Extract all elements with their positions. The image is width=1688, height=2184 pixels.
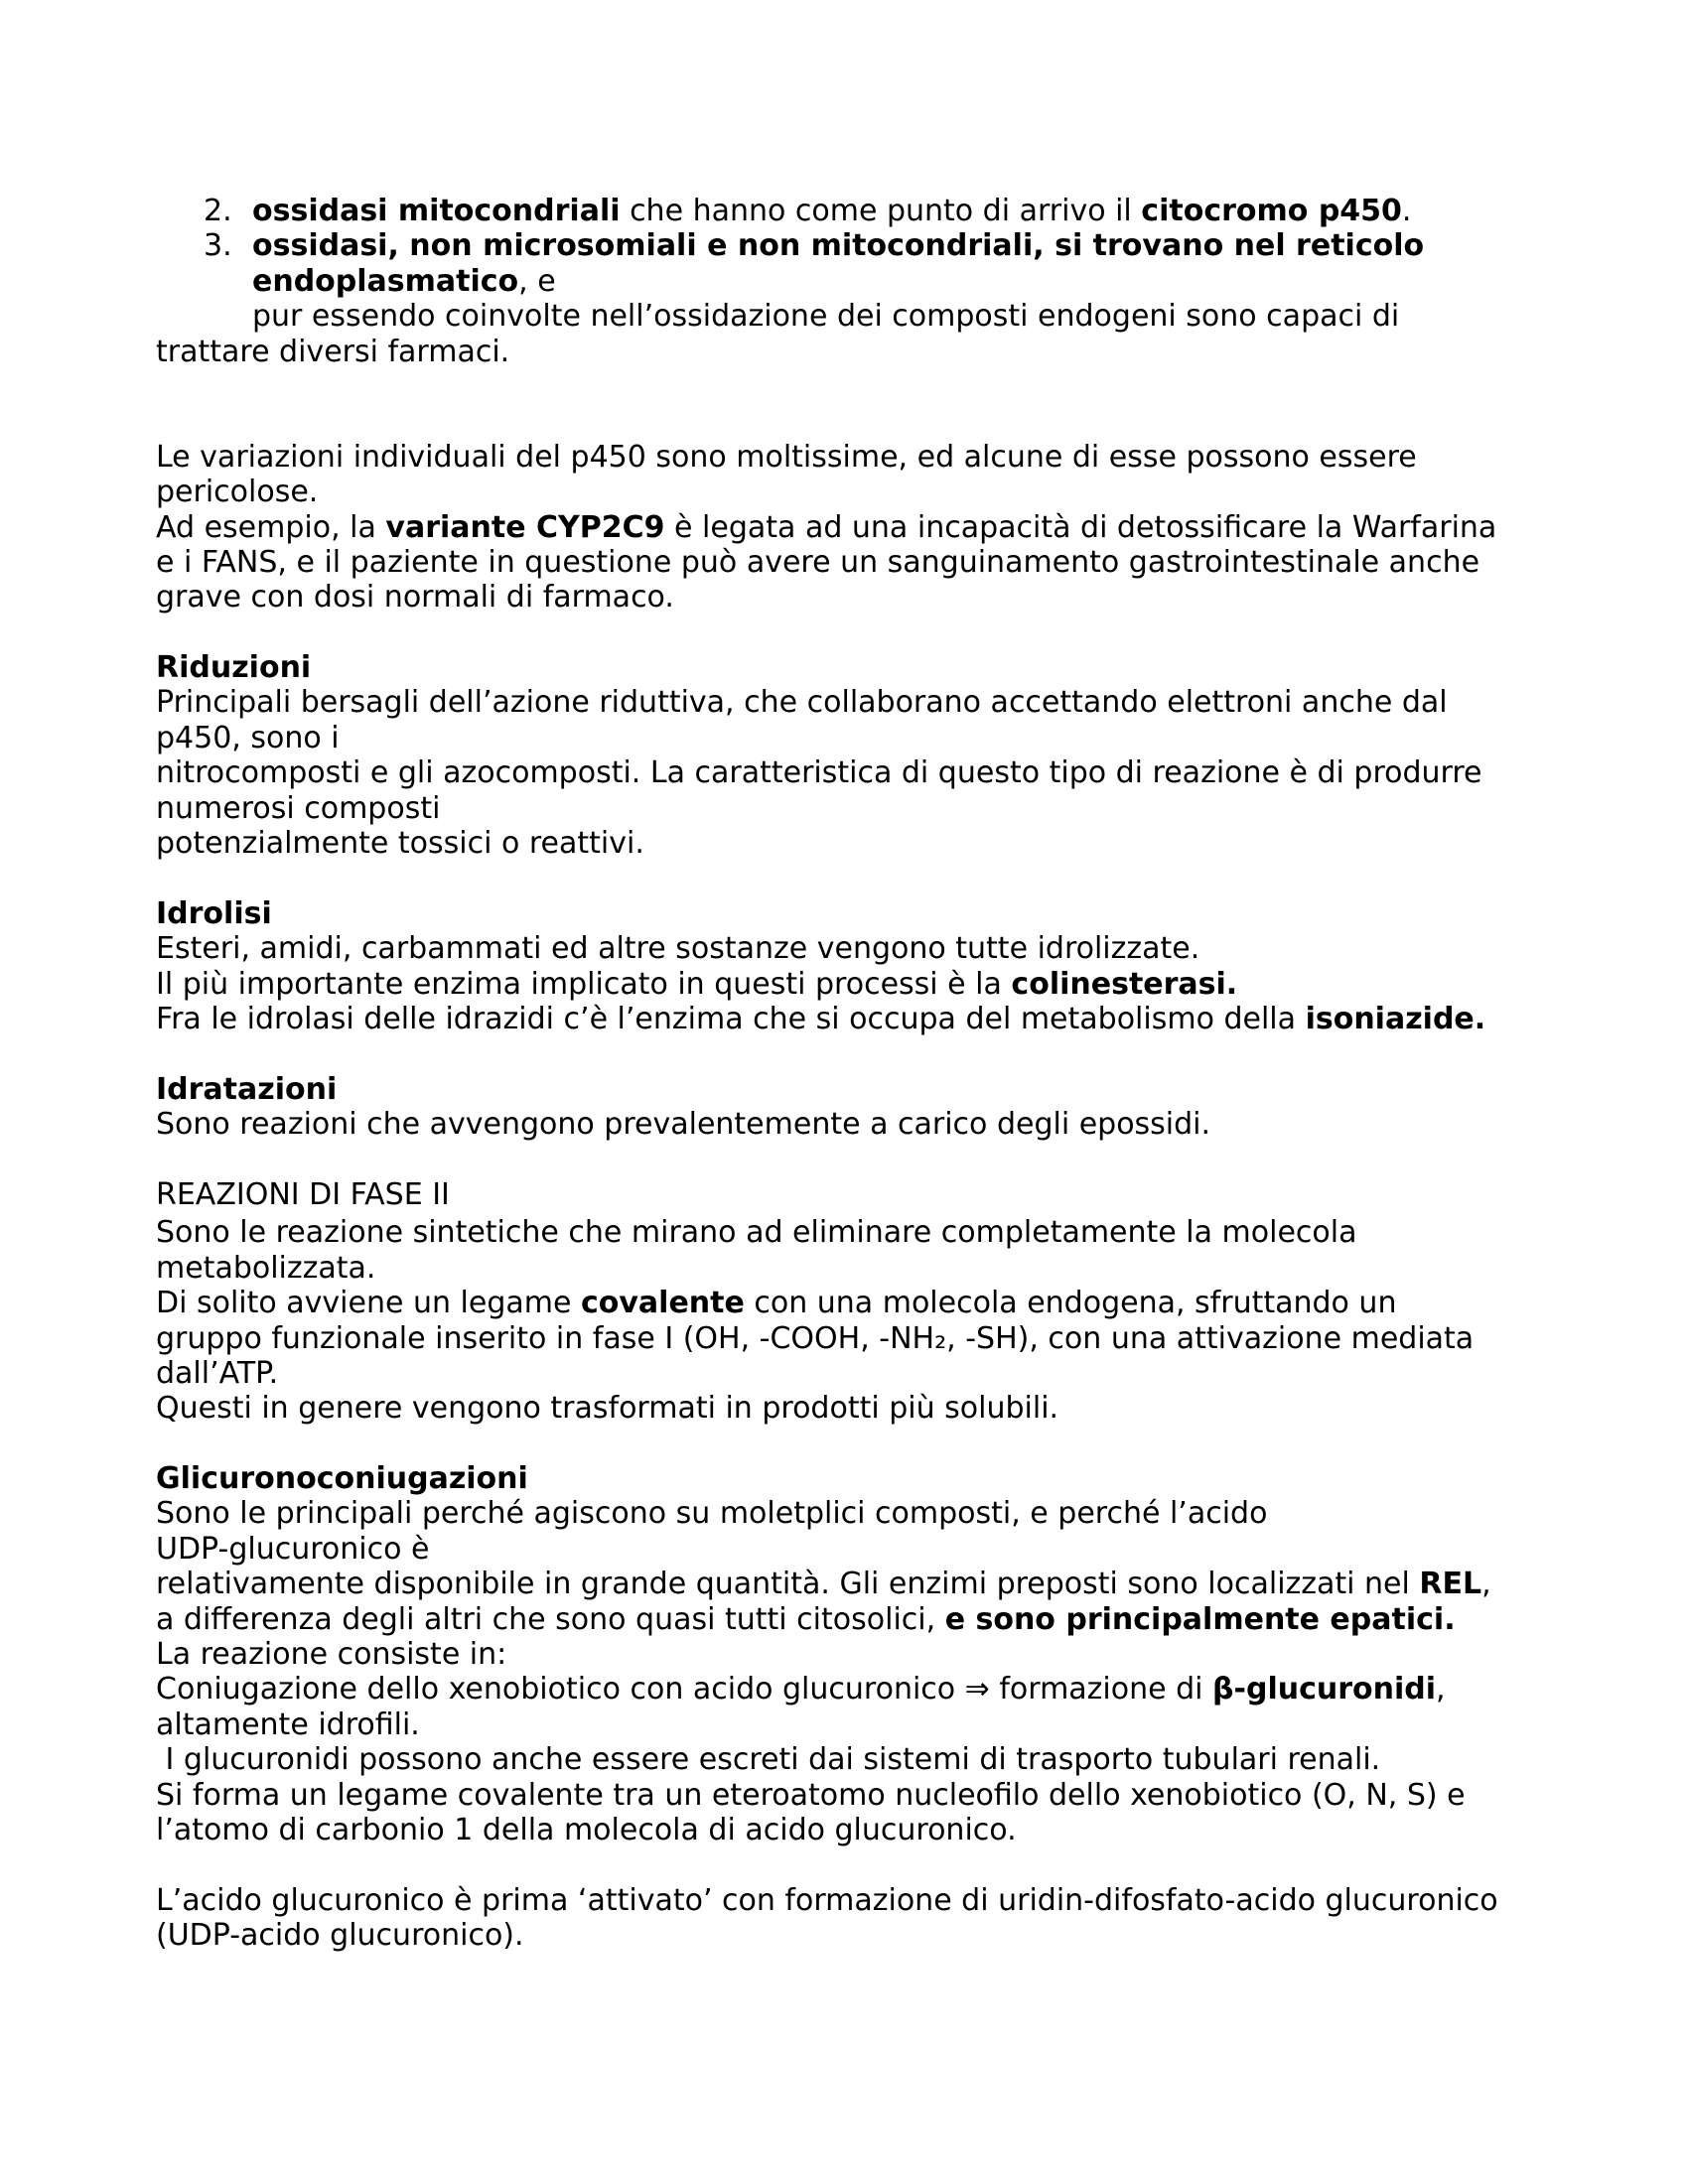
- text-run: Coniugazione dello xenobiotico con acido glucuronico ⇒ formazione di: [156, 1672, 1213, 1707]
- blank-line: [156, 404, 1546, 439]
- paragraph-line: L’acido glucuronico è prima ‘attivato’ con formazione di uridin-difosfato-acido glucuronico: [156, 1882, 1498, 1918]
- paragraph-line: [156, 1002, 1546, 1036]
- paragraph-line: e i FANS, e il paziente in questione può avere un sanguinamento gastrointestinale anche: [156, 544, 1480, 580]
- bold-term: endoplasmatico: [252, 263, 519, 299]
- list-item-3-line: pur essendo coinvolte nell’ossidazione dei composti endogeni sono capaci di: [252, 299, 1400, 335]
- blank-line: [156, 861, 1546, 895]
- blank-line: [156, 369, 1546, 404]
- paragraph-line: grave con dosi normali di farmaco.: [156, 580, 674, 615]
- bold-term: β-glucuronidi: [1212, 1672, 1437, 1707]
- bold-term: isoniazide.: [1305, 1001, 1486, 1036]
- section-heading-idratazioni: Idratazioni: [156, 1071, 338, 1107]
- section-heading-fase-ii: REAZIONI DI FASE II: [156, 1176, 450, 1212]
- paragraph-line: trattare diversi farmaci.: [156, 334, 510, 369]
- paragraph-line: [156, 1567, 1546, 1601]
- list-item-3-continuation: [156, 264, 1546, 299]
- paragraph-line: p450, sono i: [156, 720, 340, 755]
- blank-line: [156, 1143, 1546, 1177]
- bold-term: covalente: [580, 1286, 745, 1321]
- paragraph-line: l’atomo di carbonio 1 della molecola di acido glucuronico.: [156, 1812, 1017, 1847]
- text-run: Il più importante enzima implicato in questi processi è la: [156, 966, 1012, 1002]
- bold-term: ossidasi mitocondriali: [252, 194, 621, 228]
- bold-term: variante CYP2C9: [385, 509, 665, 545]
- section-heading-glicuronoconiugazioni: Glicuronoconiugazioni: [156, 1461, 528, 1497]
- paragraph-line: Sono le reazione sintetiche che mirano ad eliminare completamente la molecola: [156, 1215, 1357, 1251]
- text-run: a differenza degli altri che sono quasi tutti citosolici,: [156, 1601, 945, 1637]
- list-text: .: [1401, 194, 1412, 228]
- paragraph-line: [156, 1286, 1546, 1320]
- text-run: ,: [1481, 1567, 1491, 1602]
- list-item-2: [156, 194, 1546, 228]
- paragraph-line: Si forma un legame covalente tra un eteroatomo nucleofilo dello xenobiotico (O, N, S) e: [156, 1777, 1466, 1813]
- text-run: relativamente disponibile in grande quantità. Gli enzimi preposti sono localizzati nel: [156, 1567, 1420, 1602]
- text-run: Fra le idrolasi delle idrazidi c’è l’enzima che si occupa del metabolismo della: [156, 1001, 1306, 1036]
- blank-line: [156, 615, 1546, 650]
- paragraph-line: Questi in genere vengono trasformati in prodotti più solubili.: [156, 1391, 1059, 1427]
- paragraph-line: altamente idrofili.: [156, 1706, 420, 1742]
- paragraph-line: Sono reazioni che avvengono prevalentemente a carico degli epossidi.: [156, 1107, 1211, 1143]
- section-heading-idrolisi: Idrolisi: [156, 895, 272, 931]
- text-run: Ad esempio, la: [156, 509, 386, 545]
- section-heading-riduzioni: Riduzioni: [156, 650, 312, 686]
- list-number: 3.: [204, 228, 232, 264]
- text-run: è legata ad una incapacità di detossificare la Warfarina: [664, 509, 1497, 545]
- paragraph-line: I glucuronidi possono anche essere escreti dai sistemi di trasporto tubulari renali.: [156, 1742, 1381, 1778]
- paragraph-line: [156, 510, 1546, 545]
- paragraph-line: [156, 1672, 1546, 1706]
- text-run: con una molecola endogena, sfruttando un: [744, 1286, 1397, 1321]
- text-run: ,: [1436, 1672, 1446, 1707]
- document-body: [156, 194, 1546, 1954]
- paragraph-line: potenzialmente tossici o reattivi.: [156, 826, 644, 862]
- paragraph-line: Sono le principali perché agiscono su moletplici composti, e perché l’acido: [156, 1496, 1268, 1532]
- list-number: 2.: [204, 194, 232, 228]
- list-item-3: [156, 228, 1546, 263]
- paragraph-line: metabolizzata.: [156, 1250, 376, 1286]
- paragraph-line: UDP-glucuronico è: [156, 1531, 430, 1567]
- bold-term: e sono principalmente epatici.: [944, 1601, 1456, 1637]
- list-text: , e: [518, 263, 556, 299]
- bold-term: citocromo p450: [1141, 194, 1402, 228]
- paragraph-line: (UDP-acido glucuronico).: [156, 1918, 524, 1954]
- bold-term: colinesterasi.: [1011, 966, 1238, 1002]
- bold-term: ossidasi, non microsomiali e non mitocondriali, si trovano nel reticolo: [252, 228, 1425, 264]
- paragraph-line: La reazione consiste in:: [156, 1637, 507, 1673]
- blank-line: [156, 1427, 1546, 1461]
- paragraph-line: Le variazioni individuali del p450 sono moltissime, ed alcune di esse possono essere: [156, 439, 1417, 475]
- paragraph-line: pericolose.: [156, 475, 319, 510]
- paragraph-line: gruppo funzionale inserito in fase I (OH, -COOH, -NH₂, -SH), con una attivazione mediata: [156, 1320, 1475, 1356]
- list-text: che hanno come punto di arrivo il: [620, 194, 1142, 228]
- bold-term: REL: [1419, 1567, 1482, 1602]
- paragraph-line: Esteri, amidi, carbammati ed altre sostanze vengono tutte idrolizzate.: [156, 931, 1200, 967]
- paragraph-line: Principali bersagli dell’azione riduttiva, che collaborano accettando elettroni anche dal: [156, 685, 1448, 721]
- paragraph-line: numerosi composti: [156, 790, 441, 826]
- blank-line: [156, 1036, 1546, 1071]
- paragraph-line: dall’ATP.: [156, 1355, 279, 1391]
- blank-line: [156, 1847, 1546, 1882]
- paragraph-line: nitrocomposti e gli azocomposti. La caratteristica di questo tipo di reazione è di produrre: [156, 755, 1482, 791]
- paragraph-line: [156, 967, 1546, 1002]
- paragraph-line: [156, 1602, 1546, 1637]
- text-run: Di solito avviene un legame: [156, 1286, 581, 1321]
